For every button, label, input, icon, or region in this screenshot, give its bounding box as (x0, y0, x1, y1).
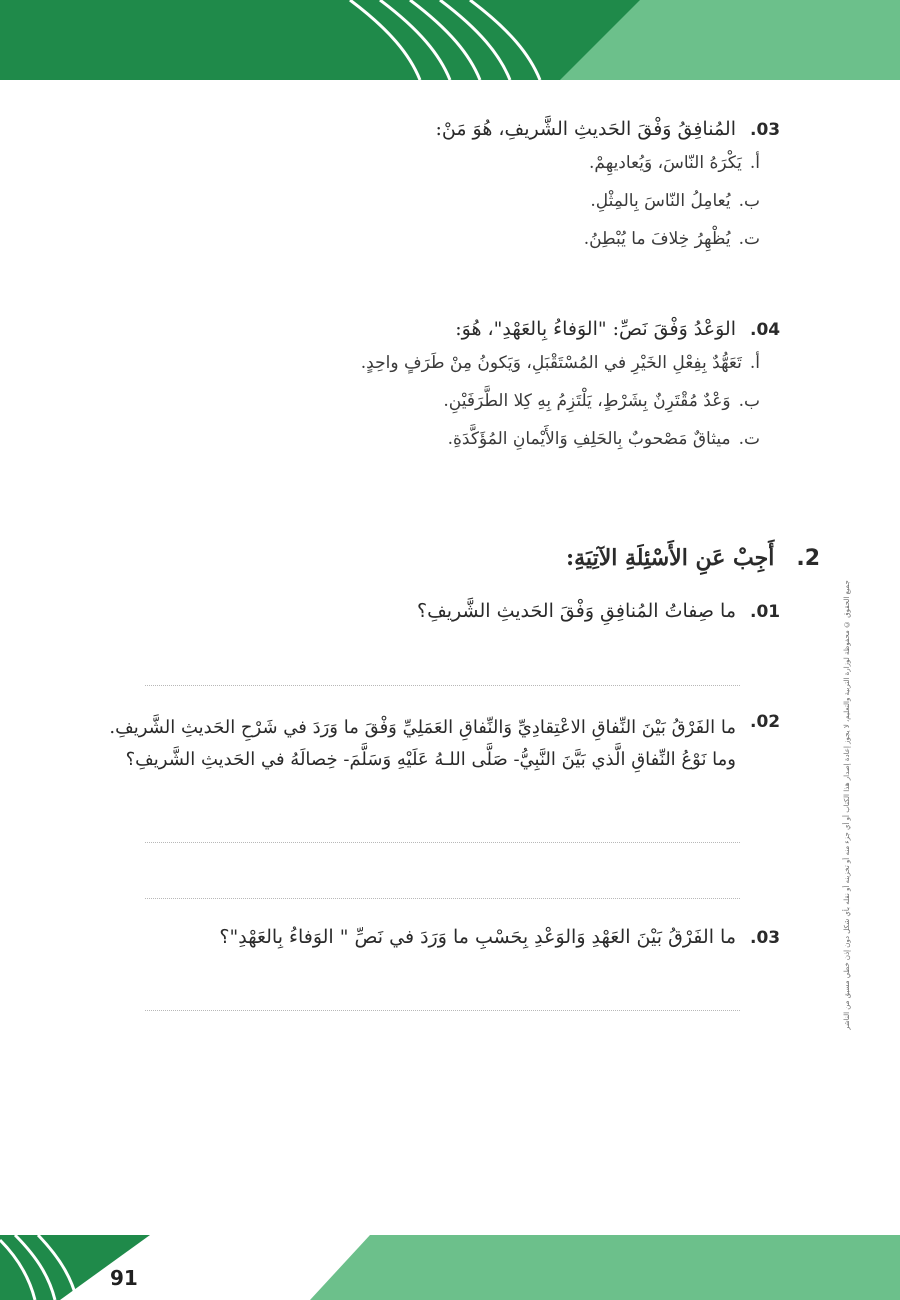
answer-line[interactable] (145, 898, 740, 899)
question-number: .04 (750, 320, 781, 340)
question-number: .01 (750, 602, 781, 622)
mcq-question-03 (130, 118, 800, 258)
page-number: 91 (110, 1266, 138, 1290)
question-number: .03 (750, 928, 781, 948)
option-b[interactable]: ب.وَعْدٌ مُقْتَرِنٌ بِشَرْطٍ، يَلْتَزِمُ بِهِ كِلا الطَّرَفَيْنِ. (443, 391, 760, 411)
question-text: ما الفَرْقُ بَيْنَ العَهْدِ وَالوَعْدِ بِحَسْبِ ما وَرَدَ في نَصِّ " الوَفاءُ بِالعَهْدِ"؟ (219, 926, 736, 948)
section-title: أَجِبْ عَنِ الأَسْئِلَةِ الآتِيَةِ: (566, 545, 775, 571)
question-03 (130, 926, 800, 948)
section-number: 2. (796, 546, 820, 571)
question-number: .02 (750, 712, 781, 732)
option-a[interactable]: أ.يَكْرَهُ النّاسَ، وَيُعاديهِمْ. (589, 153, 760, 173)
mcq-question-04 (130, 318, 800, 458)
top-banner (0, 0, 900, 80)
question-text: المُنافِقُ وَفْقَ الحَديثِ الشَّريفِ، هُوَ مَنْ: (435, 118, 736, 140)
question-number: .03 (750, 120, 781, 140)
option-b[interactable]: ب.يُعامِلُ النّاسَ بِالمِثْلِ. (590, 191, 760, 211)
section-heading (566, 545, 820, 571)
answer-line[interactable] (145, 842, 740, 843)
option-c[interactable]: ت.يُظْهِرُ خِلافَ ما يُبْطِنُ. (583, 229, 760, 249)
answer-line[interactable] (145, 1010, 740, 1011)
question-text-line-1: ما الفَرْقُ بَيْنَ النِّفاقِ الاعْتِقادِيِّ وَالنِّفاقِ العَمَلِيِّ وَفْقَ ما وَرَدَ في شَرْحِ الحَديثِ الشَّريفِ. (109, 717, 736, 738)
question-text: ما صِفاتُ المُنافِقِ وَفْقَ الحَديثِ الشَّريفِ؟ (417, 600, 736, 622)
question-01 (130, 600, 800, 622)
question-02 (40, 712, 800, 776)
copyright-side-note: جميع الحقوق © محفوظة لوزارة التربية والتعليم، لا يجوز إعادة إصدار هذا الكتاب أو أي جزء منه أو تخزينه أو نقله بأي شكل دون إذن خطي مسبق من الناشر (843, 580, 851, 1030)
question-text: الوَعْدُ وَفْقَ نَصِّ: "الوَفاءُ بِالعَهْدِ"، هُوَ: (455, 318, 736, 340)
question-text-line-2: وما نَوْعُ النِّفاقِ الَّذي بَيَّنَ النَّبِيُّ- صَلَّى اللـهُ عَلَيْهِ وَسَلَّمَ- خِصالَهُ في الحَديثِ الشَّريفِ؟ (125, 749, 736, 770)
answer-line[interactable] (145, 685, 740, 686)
option-a[interactable]: أ.تَعَهُّدٌ بِفِعْلِ الخَيْرِ في المُسْتَقْبَلِ، وَيَكونُ مِنْ طَرَفٍ واحِدٍ. (360, 353, 760, 373)
option-c[interactable]: ت.ميثاقٌ مَصْحوبٌ بِالحَلِفِ وَالأَيْمانِ المُؤَكَّدَةِ. (447, 429, 760, 449)
